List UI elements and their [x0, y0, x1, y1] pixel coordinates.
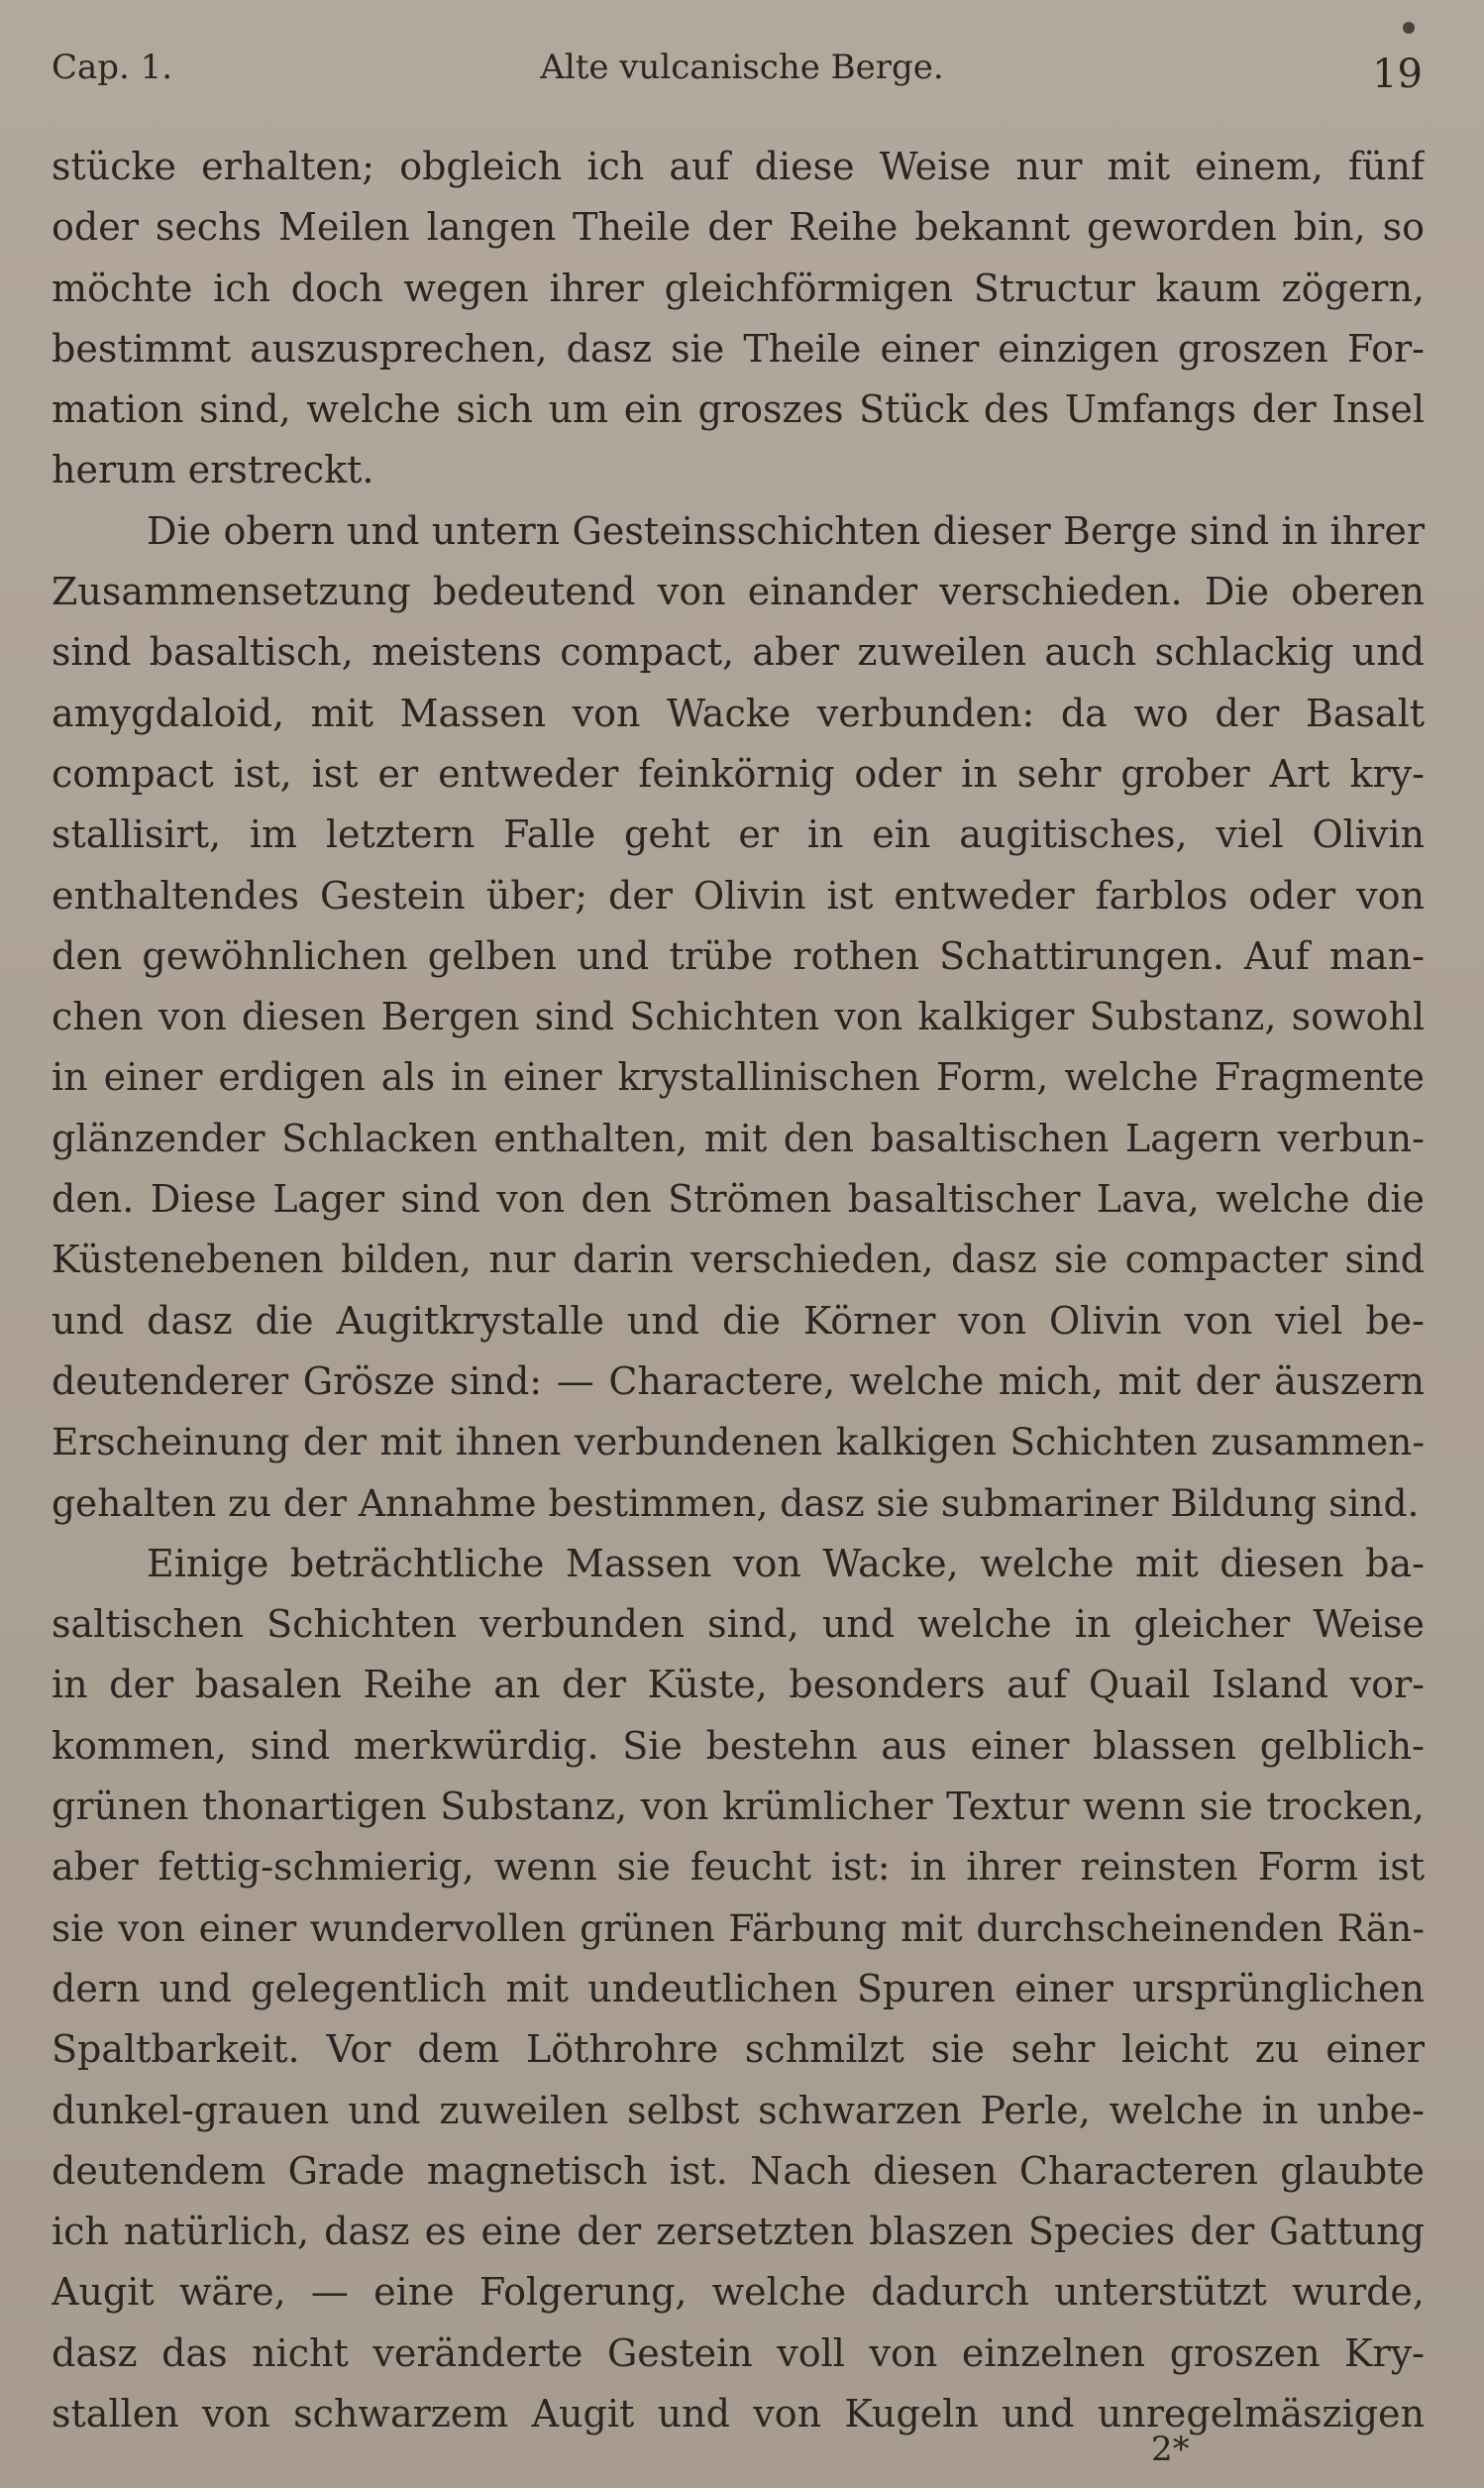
running-header: [52, 48, 1432, 97]
text-line: herum erstreckt.: [52, 448, 374, 492]
text-line: Küstenebenen bilden, nur darin verschieden, dasz sie compacter sind: [52, 1238, 1425, 1282]
text-line: dasz das nicht veränderte Gestein voll von einzelnen groszen Kry-: [52, 2330, 1425, 2375]
text-line: aber fettig-schmierig, wenn sie feucht ist: in ihrer reinsten Form ist: [52, 1845, 1425, 1890]
text-line: Spaltbarkeit. Vor dem Löthrohre schmilzt sie sehr leicht zu einer: [52, 2027, 1425, 2072]
text-line: sie von einer wundervollen grünen Färbung mit durchscheinenden Rän-: [52, 1905, 1425, 1950]
text-line: glänzender Schlacken enthalten, mit den basaltischen Lagern verbun-: [52, 1116, 1425, 1160]
text-line: dunkel-grauen und zuweilen selbst schwarzen Perle, welche in unbe-: [52, 2088, 1425, 2132]
text-line: den gewöhnlichen gelben und trübe rothen Schattirungen. Auf man-: [52, 933, 1425, 978]
text-line: und dasz die Augitkrystalle und die Körner von Olivin von viel be-: [52, 1298, 1425, 1343]
text-line: amygdaloid, mit Massen von Wacke verbunden: da wo der Basalt: [52, 691, 1425, 735]
text-line: Einige beträchtliche Massen von Wacke, welche mit diesen ba-: [147, 1541, 1425, 1585]
text-line: oder sechs Meilen langen Theile der Reihe bekannt geworden bin, so: [52, 205, 1425, 250]
text-line: bestimmt auszusprechen, dasz sie Theile einer einzigen groszen For-: [52, 326, 1425, 371]
text-line: sind basaltisch, meistens compact, aber zuweilen auch schlackig und: [52, 630, 1425, 675]
text-line: deutenderer Grösze sind: — Charactere, welche mich, mit der äuszern: [52, 1358, 1425, 1403]
running-title: Alte vulcanische Berge.: [540, 48, 944, 87]
text-line: enthaltendes Gestein über; der Olivin ist entweder farblos oder von: [52, 873, 1425, 918]
text-line: compact ist, ist er entweder feinkörnig oder in sehr grober Art kry-: [52, 751, 1425, 796]
text-line: chen von diesen Bergen sind Schichten von kalkiger Substanz, sowohl: [52, 995, 1425, 1039]
text-line: saltischen Schichten verbunden sind, und welche in gleicher Weise: [52, 1602, 1425, 1647]
text-line: dern und gelegentlich mit undeutlichen Spuren einer ursprünglichen: [52, 1966, 1425, 2010]
text-line: in der basalen Reihe an der Küste, besonders auf Quail Island vor-: [52, 1663, 1425, 1707]
text-line: grünen thonartigen Substanz, von krümlicher Textur wenn sie trocken,: [52, 1785, 1425, 1829]
text-line: Zusammensetzung bedeutend von einander verschieden. Die oberen: [52, 570, 1425, 614]
text-line: stücke erhalten; obgleich ich auf diese Weise nur mit einem, fünf: [52, 145, 1425, 188]
text-line: stallen von schwarzem Augit und von Kugeln und unregelmäszigen: [52, 2391, 1425, 2435]
text-line: Die obern und untern Gesteinsschichten dieser Berge sind in ihrer: [147, 508, 1425, 553]
text-line: stallisirt, im letztern Falle geht er in ein augitisches, viel Olivin: [52, 812, 1425, 857]
text-line: Augit wäre, — eine Folgerung, welche dadurch unterstützt wurde,: [52, 2270, 1425, 2315]
text-line: den. Diese Lager sind von den Strömen basaltischer Lava, welche die: [52, 1177, 1425, 1222]
text-line: möchte ich doch wegen ihrer gleichförmigen Structur kaum zögern,: [52, 266, 1425, 310]
text-line: in einer erdigen als in einer krystallinischen Form, welche Fragmente: [52, 1055, 1425, 1100]
signature-mark: 2*: [1151, 2430, 1190, 2469]
text-line: ich natürlich, dasz es eine der zersetzten blaszen Species der Gattung: [52, 2210, 1425, 2254]
text-line: Erscheinung der mit ihnen verbundenen kalkigen Schichten zusammen-: [52, 1420, 1425, 1464]
chapter-label: Cap. 1.: [52, 48, 173, 87]
text-line: mation sind, welche sich um ein groszes Stück des Umfangs der Insel: [52, 387, 1425, 432]
page-number: 19: [1372, 52, 1423, 97]
text-line: kommen, sind merkwürdig. Sie bestehn aus einer blassen gelblich-: [52, 1723, 1425, 1768]
body-text: [52, 137, 1425, 2444]
text-line: deutendem Grade magnetisch ist. Nach diesen Characteren glaubte: [52, 2148, 1425, 2193]
text-line: gehalten zu der Annahme bestimmen, dasz sie submariner Bildung sind.: [52, 1480, 1420, 1525]
ink-speck: [1403, 22, 1415, 34]
